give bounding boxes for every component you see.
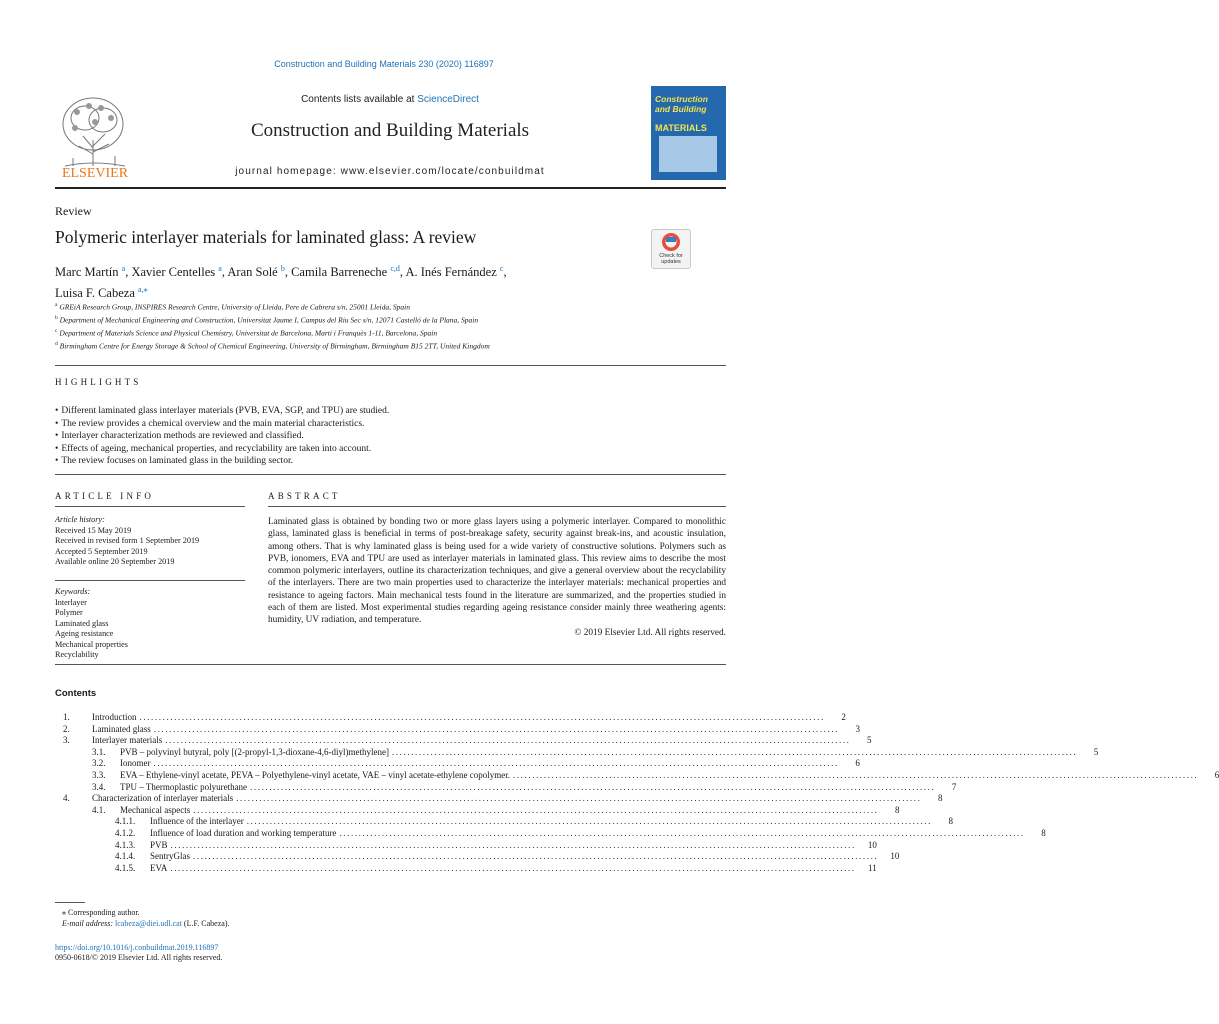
author[interactable]: A. Inés Fernández $^c$ — [405, 264, 504, 280]
cover-image — [659, 136, 717, 172]
contents-rule — [55, 664, 726, 665]
abstract-rule — [268, 506, 726, 507]
journal-title: Construction and Building Materials — [250, 120, 530, 141]
doi-block — [55, 943, 555, 963]
article-type: Review — [55, 204, 92, 218]
keywords-rule — [55, 580, 245, 581]
crossmark-label: Check for updates — [659, 253, 683, 265]
toc-row[interactable]: 4.1. Mechanical aspects .................................................................................................................................................................................. 8 — [92, 804, 900, 815]
highlight-item: • Interlayer characterization methods are reviewed and classified. — [55, 430, 735, 443]
history-item: Received in revised form 1 September 2019 — [55, 536, 200, 545]
keywords-label: Keywords: — [55, 587, 91, 596]
issn-line: 0950-0618/© 2019 Elsevier Ltd. All rights reserved. — [55, 953, 223, 962]
keyword: Interlayer — [55, 597, 87, 607]
article-info-rule — [55, 506, 245, 507]
highlights-rule-top — [55, 365, 726, 366]
author[interactable]: Luisa F. Cabeza $^{a,⁎}$ — [55, 285, 148, 301]
toc-row[interactable]: 3.2. Ionomer .................................................................................................................................................................................. 6 — [92, 758, 860, 769]
homepage-link[interactable]: www.elsevier.com/locate/conbuildmat — [340, 166, 545, 177]
toc-row[interactable]: 2. Laminated glass .................................................................................................................................................................................. 3 — [63, 723, 861, 734]
crossmark-icon — [652, 230, 690, 254]
crossmark-badge[interactable] — [651, 229, 691, 269]
contents-availability — [140, 94, 640, 105]
header-rule — [55, 187, 726, 189]
journal-cover — [651, 86, 726, 180]
author-list: Marc Martín $^a$, Xavier Centelles $^a$, Aran Solé $^b$, Camila Barreneche $^{c,d}$, A. Inés Fernández $^c$, Luisa F. Cabeza $^{a,⁎}$ — [55, 264, 507, 301]
footnote-rule — [55, 902, 85, 903]
toc-row[interactable]: 4.1.4. SentryGlas .................................................................................................................................................................................. 10 — [115, 851, 900, 862]
keyword: Ageing resistance — [55, 629, 114, 638]
footnotes — [62, 907, 562, 929]
affiliation: $^c$ Department of Materials Science and Physical Chemistry, Universitat de Barcelona, Martí i Franquès 1-11, Barcelona, Spain — [55, 328, 438, 338]
toc-row[interactable]: 3.4. TPU – Thermoplastic polyurethane .................................................................................................................................................................................. 7 — [92, 781, 957, 792]
highlights-heading: HIGHLIGHTS — [55, 377, 142, 387]
affiliation: $^b$ Department of Mechanical Engineering and Construction, Universitat Jaume I, Campus del Riu Sec s/n, 12071 Castelló de la Plana, Spain — [55, 315, 479, 325]
email-line: E-mail address: lcabeza@diei.udl.cat (L.F. Cabeza). — [62, 919, 230, 928]
history-item: Accepted 5 September 2019 — [55, 546, 148, 556]
highlight-item: • The review focuses on laminated glass in the building sector. — [55, 455, 735, 468]
author[interactable]: Xavier Centelles $^a$ — [131, 264, 222, 280]
highlights-list — [55, 405, 735, 468]
contents-label: Contents lists available at — [301, 94, 418, 105]
affiliation: $^a$ GREiA Research Group, INSPIRES Research Centre, University of Lleida, Pere de Cabrera s/n, 25001 Lleida, Spain — [55, 302, 410, 312]
article-title: Polymeric interlayer materials for laminated glass: A review — [55, 227, 477, 247]
toc-row[interactable]: 3. Interlayer materials .................................................................................................................................................................................. 5 — [63, 735, 872, 746]
author[interactable]: Aran Solé $^b$ — [227, 264, 285, 280]
journal-homepage — [140, 166, 640, 177]
keywords-block — [55, 587, 245, 661]
toc-row[interactable]: 3.3. EVA – Ethylene-vinyl acetate, PEVA – Polyethylene-vinyl acetate, VAE – vinyl acetate-ethylene copolymer. .................................................................................................................................................................................. 6 — [92, 769, 1219, 780]
history-item: Received 15 May 2019 — [55, 525, 132, 535]
highlight-item: • The review provides a chemical overview and the main material characteristics. — [55, 418, 735, 431]
abstract-heading: ABSTRACT — [268, 491, 341, 501]
history-label: Article history: — [55, 515, 105, 524]
journal-citation[interactable]: Construction and Building Materials 230 (2020) 116897 — [274, 59, 494, 69]
homepage-label: journal homepage: — [235, 166, 341, 177]
abstract-text: Laminated glass is obtained by bonding two or more glass layers using a polymeric interlayer. Compared to monolithic glass, laminated glass is beneficial in terms of post-breakage safety, security against break-ins, and acoustic insulation, among others. That is why laminated glass is being used for a wide variety of constructive solutions. Polymers such as PVB, ionomers, EVA and TPU are used as interlayer materials in laminated glass. This review aims to describe the most common polymeric interlayers, outline its characterization techniques, and give a general overview about the recyclability of the interlayers. There are two main properties used to characterize the interlayer materials: mechanical properties and resistance to ageing factors. Main mechanical tests found in the literature are summarized, and the properties studied in each of them are listed. Most experimental studies regarding ageing resistance consider mainly three weathering agents: humidity, UV radiation, and temperature. — [268, 517, 726, 626]
highlight-item: • Effects of ageing, mechanical properties, and recyclability are taken into account. — [55, 443, 735, 456]
affiliations — [55, 300, 735, 352]
abstract-copyright: © 2019 Elsevier Ltd. All rights reserved. — [574, 627, 726, 638]
publisher-name: ELSEVIER — [61, 166, 129, 181]
doi-link[interactable]: https://doi.org/10.1016/j.conbuildmat.2019.116897 — [55, 943, 219, 952]
affiliation: $^d$ Birmingham Centre for Energy Storage & School of Chemical Engineering, University of Birmingham, Birmingham B15 2TT, United Kingdom — [55, 341, 490, 351]
corresponding-author-note: ⁎ Corresponding author. — [62, 908, 140, 917]
highlights-rule-bottom — [55, 474, 726, 475]
table-of-contents — [55, 712, 1219, 874]
cover-title: Construction and Building — [655, 94, 708, 114]
cover-materials: MATERIALS — [655, 123, 707, 133]
toc-row[interactable]: 3.1. PVB – polyvinyl butyral, poly [(2-propyl-1,3-dioxane-4,6-diyl)methylene] .................................................................................................................................................................................. 5 — [92, 746, 1099, 757]
toc-row[interactable]: 1. Introduction .................................................................................................................................................................................. 2 — [63, 712, 846, 722]
highlight-item: • Different laminated glass interlayer materials (PVB, EVA, SGP, and TPU) are studied. — [55, 405, 735, 418]
article-history — [55, 515, 245, 568]
author[interactable]: Camila Barreneche $^{c,d}$ — [291, 264, 400, 280]
email-link[interactable]: lcabeza@diei.udl.cat — [115, 919, 182, 928]
contents-title: Contents — [55, 688, 97, 699]
abstract-body — [268, 516, 726, 639]
history-item: Available online 20 September 2019 — [55, 557, 175, 566]
toc-row[interactable]: 4.1.3. PVB .................................................................................................................................................................................. 10 — [115, 839, 877, 850]
keyword: Mechanical properties — [55, 639, 128, 649]
keyword: Polymer — [55, 608, 83, 617]
keyword: Recyclability — [55, 650, 99, 659]
toc-row[interactable]: 4.1.5. EVA .................................................................................................................................................................................. 11 — [115, 862, 877, 873]
keyword: Laminated glass — [55, 618, 109, 628]
toc-row[interactable]: 4.1.2. Influence of load duration and working temperature .................................................................................................................................................................................. 8 — [115, 827, 1046, 838]
toc-row[interactable]: 4. Characterization of interlayer materials .................................................................................................................................................................................. 8 — [63, 793, 943, 804]
article-info-heading: ARTICLE INFO — [55, 491, 155, 501]
author[interactable]: Marc Martín $^a$ — [55, 264, 126, 280]
toc-row[interactable]: 4.1.1. Influence of the interlayer .................................................................................................................................................................................. 8 — [115, 816, 954, 827]
sciencedirect-link[interactable]: ScienceDirect — [417, 94, 479, 105]
